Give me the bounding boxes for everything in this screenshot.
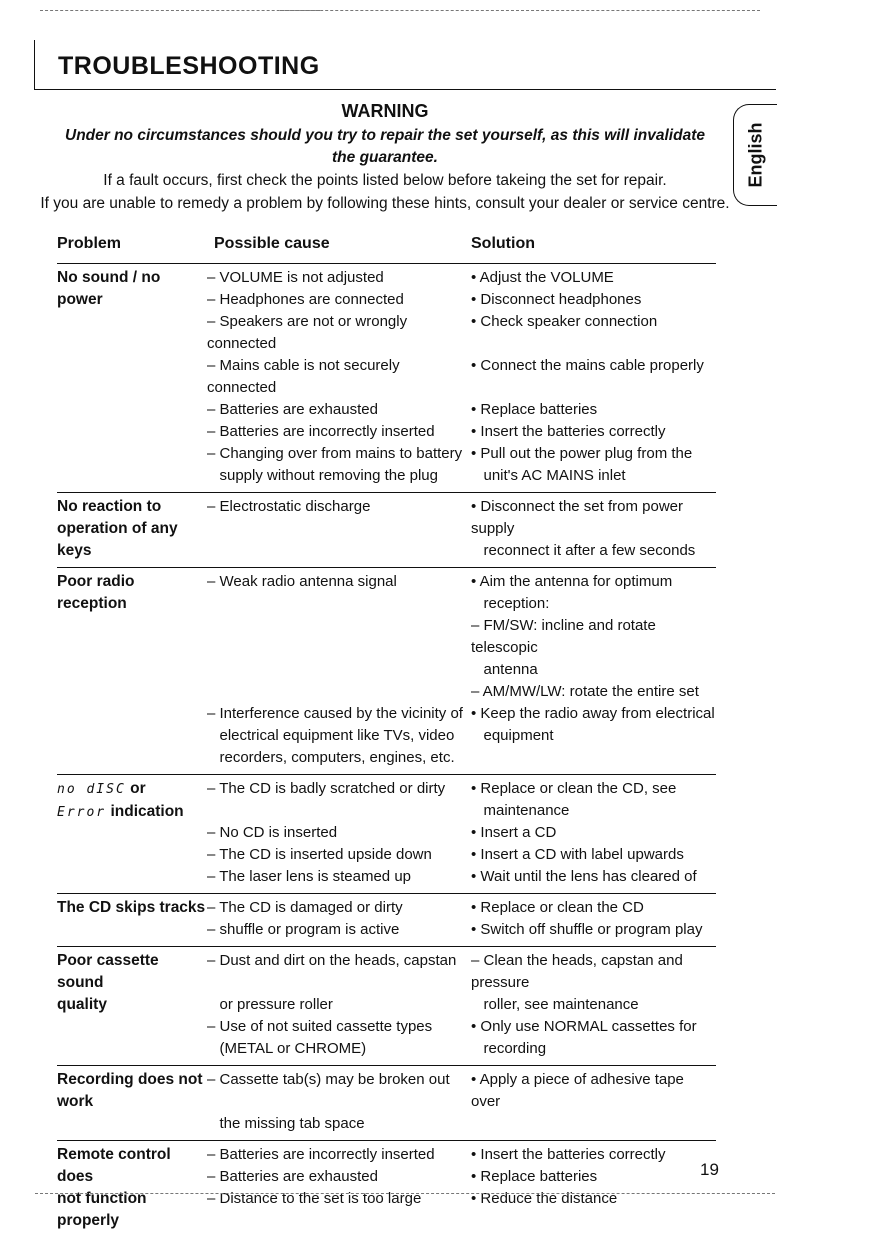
possible-cause-text: electrical equipment like TVs, video [207, 727, 455, 744]
lcd-display-text: no dISC [57, 782, 126, 797]
cause-solution-line [207, 950, 716, 994]
table-row [57, 493, 716, 568]
possible-cause-text: supply without removing the plug [207, 467, 438, 484]
problem-cell [57, 1069, 207, 1135]
cause-solution-line [207, 866, 716, 888]
cause-solution-cell [207, 1144, 716, 1232]
cause-solution-line [207, 1144, 716, 1166]
warning-heading: WARNING [341, 101, 429, 121]
troubleshooting-table [57, 231, 716, 1237]
solution-text: • Replace batteries [471, 1168, 598, 1185]
problem-text [57, 801, 207, 824]
possible-cause-text: – VOLUME is not adjusted [207, 269, 384, 286]
problem-cell [57, 950, 207, 1060]
solution-text: • Insert the batteries correctly [471, 423, 666, 440]
table-row [57, 1066, 716, 1141]
problem-text: Poor cassette sound [57, 952, 159, 991]
cause-solution-line [207, 1016, 716, 1038]
problem-text: Recording does not [57, 1071, 203, 1088]
cause-solution-line [207, 571, 716, 593]
solution-text: • Insert a CD with label upwards [471, 846, 684, 863]
problem-cell [57, 571, 207, 769]
possible-cause-text [207, 615, 471, 659]
solution-text: • Insert a CD [471, 824, 557, 841]
lcd-display-text: Error [57, 805, 107, 820]
solution-text: • Adjust the VOLUME [471, 269, 614, 286]
solution-text: • Insert the batteries correctly [471, 1146, 666, 1163]
problem-word: or [130, 780, 146, 797]
language-tab [733, 104, 777, 206]
problem-cell [57, 267, 207, 487]
solution-text: • Replace batteries [471, 401, 598, 418]
problem-cell [57, 897, 207, 941]
possible-cause-text [207, 593, 471, 615]
solution-text: • Disconnect the set from power supply [471, 498, 684, 537]
problem-text: Poor radio reception [57, 573, 135, 612]
solution-text: • Pull out the power plug from the [471, 445, 693, 462]
problem-text: not function properly [57, 1190, 147, 1229]
solution-text: • Connect the mains cable properly [471, 357, 704, 374]
cause-solution-line [207, 681, 716, 703]
cause-solution-cell [207, 267, 716, 487]
cause-solution-line [207, 822, 716, 844]
warning-text-line: Under no circumstances should you try to repair the set yourself, as this will invalidate [65, 127, 705, 144]
header-solution: Solution [471, 235, 535, 252]
possible-cause-text [207, 681, 471, 703]
title-rule [35, 89, 776, 90]
cause-solution-line [207, 355, 716, 399]
possible-cause-text [207, 659, 471, 681]
possible-cause-text: – Distance to the set is too large [207, 1190, 422, 1207]
cause-solution-line [207, 311, 716, 355]
solution-text: • Check speaker connection [471, 313, 658, 330]
warning-text [40, 125, 730, 169]
solution-text: – Clean the heads, capstan and pressure [471, 952, 683, 991]
cause-solution-cell [207, 496, 716, 562]
possible-cause-text: – No CD is inserted [207, 824, 338, 841]
warning-note-line: If a fault occurs, first check the points listed below before takeing the set for repair. [103, 172, 667, 189]
cause-solution-line [207, 919, 716, 941]
table-header [57, 231, 716, 264]
warning-block [40, 100, 730, 215]
possible-cause-text: – Electrostatic discharge [207, 498, 371, 515]
solution-text: maintenance [471, 802, 570, 819]
problem-text: No reaction to [57, 498, 162, 515]
problem-text: work [57, 1093, 94, 1110]
cause-solution-line [207, 615, 716, 659]
table-row [57, 1141, 716, 1237]
possible-cause-text: – Weak radio antenna signal [207, 573, 397, 590]
solution-text: antenna [471, 661, 538, 678]
cause-solution-line [207, 778, 716, 800]
problem-text: The CD skips tracks [57, 899, 206, 916]
possible-cause-text: recorders, computers, engines, etc. [207, 749, 455, 766]
possible-cause-text: – The laser lens is steamed up [207, 868, 412, 885]
cause-solution-line [207, 659, 716, 681]
cause-solution-line [207, 844, 716, 866]
possible-cause-text: the missing tab space [207, 1115, 365, 1132]
possible-cause-text: – Cassette tab(s) may be broken out [207, 1071, 450, 1088]
problem-cell [57, 778, 207, 888]
cause-solution-line [207, 703, 716, 725]
cause-solution-cell [207, 571, 716, 769]
problem-text: No sound / no power [57, 269, 161, 308]
possible-cause-text: – Use of not suited cassette types [207, 1018, 433, 1035]
cause-solution-line [207, 496, 716, 540]
possible-cause-text: – Headphones are connected [207, 291, 404, 308]
cause-solution-line [207, 540, 716, 562]
possible-cause-text [207, 540, 471, 562]
solution-text: • Keep the radio away from electrical [471, 705, 715, 722]
possible-cause-text: (METAL or CHROME) [207, 1040, 367, 1057]
cause-solution-line [207, 747, 716, 769]
possible-cause-text: – Batteries are incorrectly inserted [207, 423, 435, 440]
solution-text: reception: [471, 595, 550, 612]
problem-text: operation of any keys [57, 520, 178, 559]
possible-cause-text [207, 800, 471, 822]
cause-solution-line [207, 289, 716, 311]
solution-text: • Apply a piece of adhesive tape over [471, 1071, 684, 1110]
cause-solution-line [207, 994, 716, 1016]
possible-cause-text: – Batteries are exhausted [207, 1168, 378, 1185]
possible-cause-text: – The CD is damaged or dirty [207, 899, 403, 916]
solution-text: • Switch off shuffle or program play [471, 921, 703, 938]
solution-text: unit's AC MAINS inlet [471, 467, 626, 484]
possible-cause-text: – Batteries are exhausted [207, 401, 378, 418]
table-row [57, 894, 716, 947]
table-row [57, 568, 716, 775]
possible-cause-text: – The CD is inserted upside down [207, 846, 432, 863]
cause-solution-line [207, 267, 716, 289]
cause-solution-line [207, 1069, 716, 1113]
cause-solution-line [207, 725, 716, 747]
problem-word: indication [110, 803, 184, 820]
cause-solution-line [207, 1188, 716, 1210]
problem-text: Remote control does [57, 1146, 171, 1185]
warning-note-line: If you are unable to remedy a problem by following these hints, consult your dealer or service centre. [40, 195, 730, 212]
possible-cause-text: – The CD is badly scratched or dirty [207, 780, 446, 797]
cause-solution-line [207, 465, 716, 487]
possible-cause-text: – Speakers are not or wrongly connected [207, 313, 408, 352]
solution-text: • Only use NORMAL cassettes for [471, 1018, 697, 1035]
cause-solution-line [207, 1038, 716, 1060]
possible-cause-text: – Dust and dirt on the heads, capstan [207, 952, 457, 969]
cause-solution-line [207, 1166, 716, 1188]
warning-text-line: the guarantee. [332, 149, 438, 166]
solution-text: • Wait until the lens has cleared of [471, 868, 697, 885]
cause-solution-cell [207, 897, 716, 941]
solution-text [471, 1113, 716, 1135]
solution-text: roller, see maintenance [471, 996, 639, 1013]
solution-text: • Disconnect headphones [471, 291, 642, 308]
problem-cell [57, 496, 207, 562]
cause-solution-cell [207, 1069, 716, 1135]
table-row [57, 775, 716, 894]
possible-cause-text: or pressure roller [207, 996, 333, 1013]
problem-text: quality [57, 996, 107, 1013]
cause-solution-line [207, 593, 716, 615]
solution-text: • Aim the antenna for optimum [471, 573, 673, 590]
cause-solution-cell [207, 950, 716, 1060]
margin-tick [34, 40, 35, 90]
cause-solution-line [207, 1113, 716, 1135]
warning-note [40, 169, 730, 215]
possible-cause-text: – shuffle or program is active [207, 921, 400, 938]
cause-solution-line [207, 421, 716, 443]
solution-text: • Reduce the distance [471, 1190, 618, 1207]
table-row [57, 264, 716, 493]
solution-text: • Replace or clean the CD [471, 899, 644, 916]
language-tab-label: English [745, 122, 765, 188]
possible-cause-text: – Mains cable is not securely connected [207, 357, 400, 396]
solution-text: • Replace or clean the CD, see [471, 780, 677, 797]
possible-cause-text: – Batteries are incorrectly inserted [207, 1146, 435, 1163]
problem-cell [57, 1144, 207, 1232]
cause-solution-line [207, 399, 716, 421]
problem-text [57, 778, 207, 801]
solution-text [471, 747, 716, 769]
solution-text: recording [471, 1040, 547, 1057]
cause-solution-line [207, 897, 716, 919]
possible-cause-text: – Interference caused by the vicinity of [207, 705, 463, 722]
page-number: 19 [700, 1160, 719, 1179]
solution-text: – AM/MW/LW: rotate the entire set [471, 683, 699, 700]
header-problem: Problem [57, 235, 122, 252]
solution-text: equipment [471, 727, 554, 744]
table-body [57, 264, 716, 1237]
cause-solution-line [207, 800, 716, 822]
table-row [57, 947, 716, 1066]
scan-artifact [280, 10, 760, 11]
solution-text: reconnect it after a few seconds [471, 542, 696, 559]
header-possible-cause: Possible cause [214, 235, 330, 252]
scan-artifact [35, 1193, 775, 1194]
cause-solution-line [207, 443, 716, 465]
cause-solution-cell [207, 778, 716, 888]
solution-text: – FM/SW: incline and rotate telescopic [471, 617, 656, 656]
scan-artifact [40, 10, 320, 11]
possible-cause-text: – Changing over from mains to battery [207, 445, 463, 462]
page-title: TROUBLESHOOTING [58, 52, 320, 80]
